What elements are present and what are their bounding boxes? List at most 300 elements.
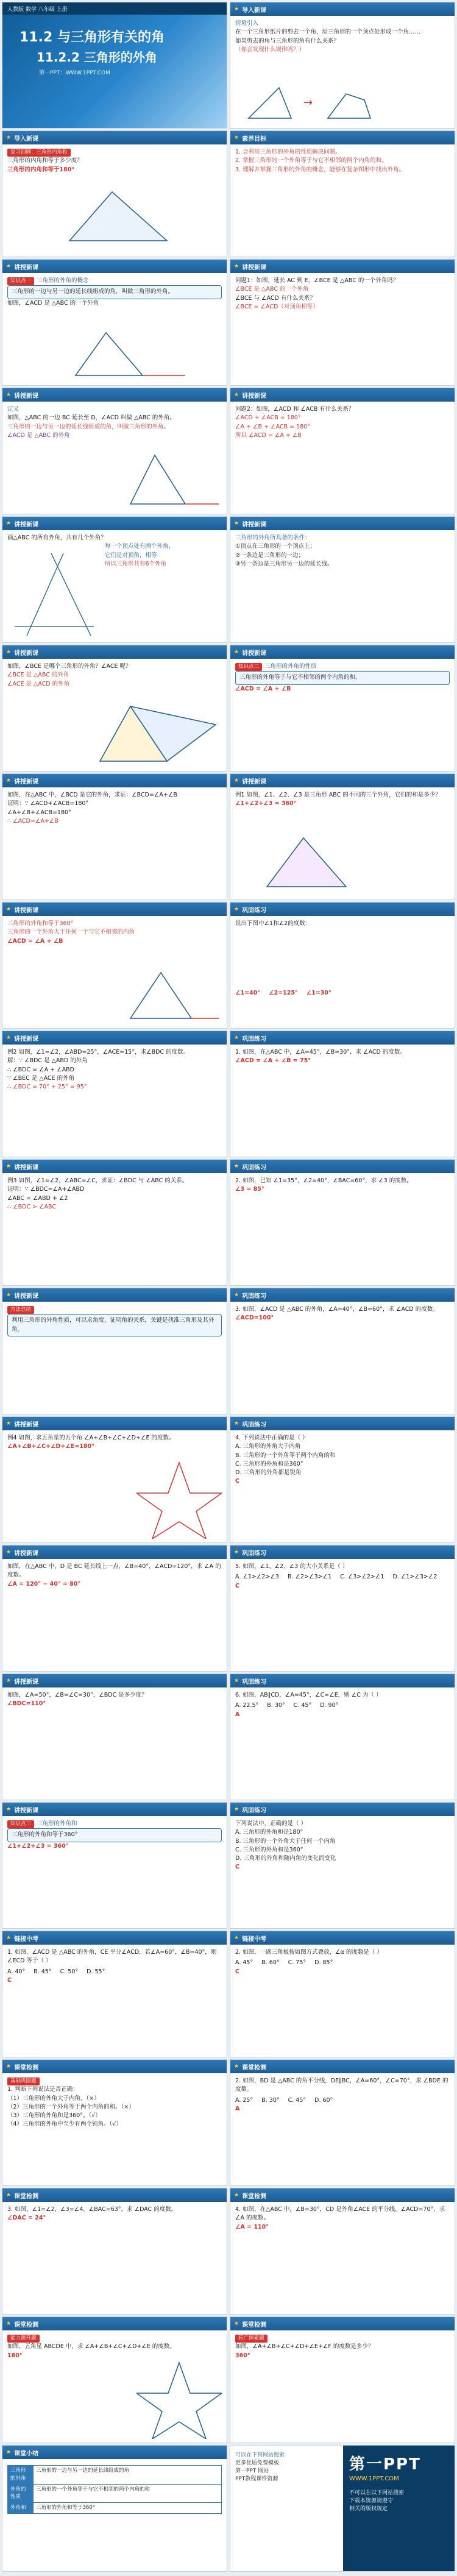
section-label: 课堂检测 [14,2064,39,2071]
slide-header [230,903,455,916]
slide-body [235,148,450,253]
option[interactable]: C. 50° [60,1968,79,1975]
slide-header [230,2317,455,2330]
text: 如果剪去的角与三角形的角有什么关系？ [235,37,340,44]
question: 3. 如图，∠1=∠2，∠3=∠4，∠BAC=63°，求 ∠DAC 的度数。 [7,2206,177,2213]
star-icon: ★ [234,6,239,12]
answer: C [235,1478,239,1485]
title: 三角形的外角的性质 [264,663,317,670]
slide-header [230,1545,455,1559]
summary-table [7,2465,222,2514]
concept-slide[interactable] [2,259,227,386]
practice2-slide[interactable] [230,1031,455,1157]
solution-step: ∴ ∠BDC = 70° + 25° = 95° [7,1084,87,1090]
goals-slide[interactable] [230,130,455,257]
triangle-figure [255,829,377,896]
question5-slide[interactable] [2,1545,227,1672]
star-icon: ★ [234,1935,239,1941]
option[interactable]: A. ∠1>∠2>∠3 [235,1574,279,1581]
question2-slide[interactable] [230,388,455,514]
cover-header: 人教版 数学 八年级 上册 [2,2,227,15]
svg-text:→: → [303,96,313,109]
option[interactable]: D. 60° [314,2096,333,2104]
cover-title: 11.2 与三角形有关的角 [19,30,165,45]
logo: 第一PPT [349,2455,421,2474]
footer-line: 更多优质免费模板 [235,2460,280,2466]
cover-slide[interactable] [2,2,227,129]
star-icon: ★ [6,1035,12,1041]
practice1-slide[interactable] [230,902,455,1029]
slide-body [235,1048,450,1153]
answer: 每一个顶点处有两个外角， [105,543,175,550]
section-label: 巩固练习 [242,1421,267,1428]
star-icon: ★ [6,2321,12,2327]
proof-step: ∠A+∠B+∠ACB=180° [7,809,71,816]
goal-item: 3. 理解并掌握三角形的外角的概念，能够在复杂图形中找出外角。 [235,166,405,173]
theorem-slide[interactable] [230,645,455,772]
star-slide[interactable] [2,1416,227,1543]
table-cell: 外角和 [8,2503,34,2514]
option[interactable]: C. 三角形的外角和是360° [235,1460,303,1467]
answer: ∠A = 110° [235,2223,269,2230]
exterior-sum-slide[interactable] [2,1802,227,1929]
star-icon: ★ [234,1549,239,1555]
section-label: 讲授新课 [14,907,39,914]
proof-step: ∴ ∠ACD=∠A+∠B [7,817,58,825]
option[interactable]: A. 三角形的外角大于内角 [235,1443,301,1450]
question: 4. 下列说法中正确的是（ ） [235,1435,308,1441]
intro-slide[interactable] [230,2,455,129]
section-label: 课堂检测 [14,2321,39,2329]
question: 画△ABC 的所有外角，共有几个外角？ [7,534,107,541]
six-exterior-angles-figure [9,547,100,639]
slide-header [230,1288,455,1302]
question: 5. 如图，∠1、∠2、∠3 的大小关系是（ ） [235,1563,349,1570]
slide-header [230,1803,455,1816]
table-row [8,2503,222,2514]
text: 在一个三角形纸片的剪去一个角，原三角形的一个顶点处形成一个角…… [235,29,421,36]
link2-slide[interactable] [230,1931,455,2057]
question6-slide[interactable] [2,1673,227,1800]
answer: ∠1+∠2+∠3 = 360° [235,800,297,807]
section-label: 巩固练习 [242,1807,267,1814]
slide-header [230,645,455,659]
which-triangle-slide[interactable] [2,645,227,772]
section-label: 讲授新课 [14,264,39,271]
star-icon: ★ [6,2192,12,2198]
badge: 复习回顾：三角形内角和 [7,149,71,157]
slide-body [7,791,222,896]
answer: 所以 ∠ACD = ∠A + ∠B [235,431,302,439]
property-slide[interactable] [2,902,227,1029]
question: 三角形的内角和等于多少度？ [7,157,83,165]
question: 2. 如图，BD 是 △ABC 的角平分线，DE∥BC，∠A=60°，∠C=70°，求 ∠BDE 的度数。 [235,2077,448,2093]
answer: C [235,1864,239,1871]
question: 例4 如图，求五角星的五个角 ∠A+∠B+∠C+∠D+∠E 的度数。 [7,1435,175,1441]
answer: 180° [7,2352,23,2359]
footer-line: PPT教程课件资源 [235,2476,278,2482]
slide-header [2,260,227,273]
question: 如图，∠A=50°，∠B=∠C=30°，∠BDC 是多少度？ [7,1692,147,1698]
question: 1. 如图，在△ABC 中，∠A=45°，∠B=30°，求 ∠ACD 的度数。 [235,1049,406,1056]
method-box: 利用三角形的外角性质，可以求角度、证明角的关系，关键是找准三角形及其外角。 [7,1314,222,1336]
question: 如图，∠A+∠B+∠C+∠D+∠E+∠F 的度数是多少？ [235,2343,374,2351]
check5-slide[interactable] [2,2316,227,2443]
answer: 360° [235,2352,250,2359]
footer-line: 下载本资源请遵守 [349,2498,394,2504]
star-icon: ★ [234,392,239,398]
slide-body [235,1563,450,1667]
answer: C [235,1582,239,1589]
title: 三角形的外角所具备的条件： [235,534,311,541]
answer: ∠BCE = ∠ACD（对顶角相等） [235,303,319,310]
answer: ∠1=40° [235,990,261,997]
table-cell: 三角形的一边与另一边的延长线组成的角 [34,2466,222,2485]
slide-header [2,517,227,530]
option[interactable]: B. 三角形的一个外角等于两个内角的和 [235,1452,336,1459]
proof-step: 证明：∵ ∠BDC=∠A+∠ABD [7,1186,85,1193]
solution-step: ∴ ∠BDC = ∠A + ∠ABD [7,1066,74,1073]
slide-header [230,2060,455,2073]
pentagram-figure [136,2360,222,2439]
exterior-angle-figure [69,327,191,381]
section-label: 讲授新课 [242,778,267,786]
check1-slide[interactable] [2,2059,227,2186]
option[interactable]: B. 60° [261,1959,280,1967]
star-icon: ★ [6,649,12,655]
star-icon: ★ [234,1163,239,1169]
answer: A [235,2105,240,2112]
question: 例3 如图，∠1=∠2，∠ABC=∠C，求证：∠BDC 与 ∠ABC 的关系。 [7,1177,188,1184]
formula: ∠ACD = ∠A + ∠B [235,685,291,692]
star-icon: ★ [234,1678,239,1684]
slide-body [235,2077,450,2182]
trait-item: ③另一条边是三角形另一边的延长线。 [235,560,333,567]
star-icon: ★ [6,263,12,269]
question: 下列说法中，正确的是（ ） [235,1820,307,1827]
star-icon: ★ [6,1549,12,1555]
question: 问题2：如图，∠ACD 和 ∠ACB 有什么关系？ [235,406,355,413]
section-label: 链接中考 [242,1936,267,1943]
slide-body [235,2205,450,2310]
review-slide[interactable] [2,130,227,257]
star-icon: ★ [234,2321,239,2327]
slide-header [2,388,227,402]
property-item: 三角形的一个外角大于任何一个与它不相邻的内角 [7,929,135,936]
answer: ∠A+∠B+∠C+∠D+∠E=180° [7,1443,94,1450]
answer: ∠BCE 是 △ABC 的外角 [7,672,69,679]
slide-header [230,774,455,787]
slide-header [2,2446,227,2459]
answer: ∠2=125° [269,990,298,997]
section-label: 讲授新课 [14,521,39,528]
slide-body [235,1948,450,2053]
slide-header [2,645,227,659]
footer-line: 相关的版权规定 [349,2506,388,2512]
badge: 基础巩固题 [7,2077,40,2085]
badge: 知识点一 [7,277,34,285]
slide-body [235,1305,450,1410]
slide-header [2,2188,227,2202]
star-icon: ★ [234,1292,239,1298]
slide-header [2,1545,227,1559]
example1-slide[interactable] [230,773,455,900]
note: 三角形的一边与另一边的延长线组成的角，叫做三角形的外角。 [7,423,170,430]
triangle-cut-figure [243,82,444,124]
goal-item: 1. 会利用三角形的外角的性质解决问题。 [235,149,341,155]
practice5-slide[interactable] [230,1416,455,1543]
slide-header [230,260,455,273]
option[interactable]: D. 三角形的外角都是锐角 [235,1469,302,1476]
star-icon: ★ [6,2063,12,2070]
option[interactable]: B. 三角形的一个外角大于任何一个内角 [235,1837,336,1845]
option[interactable]: A. 40° [7,1968,26,1975]
star-icon: ★ [6,906,12,912]
slide-header [230,1160,455,1173]
logo-tagline: WWW.1PPT.COM [349,2475,399,2482]
proof-slide[interactable] [2,773,227,900]
remark: ∠ACD 是 △ABC 的外角 [7,431,70,439]
slide-header [2,903,227,916]
count-slide[interactable] [2,516,227,643]
answer: 所以三角形共有6个外角 [105,560,167,567]
answer: ∠1=30° [306,990,331,997]
option[interactable]: D. 85° [314,1959,333,1967]
star-icon: ★ [6,1163,12,1169]
section-label: 巩固练习 [242,1678,267,1686]
section-label: 导入新课 [242,7,267,14]
option[interactable]: D. 三角形的外角和随内角的变化而变化 [235,1855,336,1862]
badge: 方法总结 [7,1306,34,1314]
traits-slide[interactable] [230,516,455,643]
slide-body [235,277,450,381]
question: 如图，∠BCE 是哪个三角形的外角？∠ACE 呢？ [7,663,132,670]
answer: A [235,1711,240,1718]
question1-slide[interactable] [230,259,455,386]
slide-body [235,920,450,1024]
theorem-box: 三角形的外角等于与它不相邻的两个内角的和。 [235,671,450,684]
section-label: 素养目标 [242,135,267,143]
triangle-figure [124,963,222,1024]
slide-body [235,405,450,510]
option[interactable]: C. ∠3>∠2>∠1 [340,1574,384,1581]
proof-step: ∠ABC = ∠ABD + ∠2 [7,1194,68,1202]
slide-header [230,1674,455,1687]
question: 1. 如图，∠ACD 是 △ABC 的外角，CE 平分∠ACD，若∠A=60°，∠B=40°，则 ∠ECD 等于（ ） [7,1949,217,1965]
slide-header [2,2317,227,2330]
cover-watermark: 第一PPT：WWW.1PPT.COM [39,70,110,76]
question: 问题1：如图，延长 AC 到 E，∠BCE 是 △ABC 的一个外角吗？ [235,277,399,284]
method-slide[interactable] [2,1288,227,1414]
option[interactable]: B. 30° [261,2096,280,2104]
slide-header [2,2060,227,2073]
footer-left-panel [230,2446,343,2571]
option[interactable]: C. 45° [293,1702,312,1709]
option[interactable]: C. 45° [288,2096,306,2104]
option[interactable]: C. 三角形的外角和是360° [235,1846,303,1853]
triangles-figure [94,700,222,767]
star-icon: ★ [6,392,12,398]
star-icon: ★ [234,649,239,655]
answer: ∠ACD=100° [235,1315,274,1322]
table-row [8,2466,222,2485]
section-label: 巩固练习 [242,1550,267,1557]
slide-header [2,1031,227,1045]
section-label: 课堂检测 [14,2193,39,2200]
link1-slide[interactable] [2,1931,227,2057]
title: 定义 [7,406,19,413]
section-label: 巩固练习 [242,907,267,914]
triangle-figure [63,186,173,247]
answer: ∠3 = 85° [235,1186,264,1193]
answer: ∠ACD = ∠A + ∠B = 75° [235,1057,311,1065]
practice7-slide[interactable] [230,1673,455,1800]
slide-body [7,1948,222,2053]
question: 6. 如图，AB∥CD，∠A=45°，∠C=∠E，则 ∠C 为（ ） [235,1692,382,1698]
section-label: 讲授新课 [14,1164,39,1171]
check-item: （2）三角形的一个外角等于两个内角的和。（×） [7,2103,135,2110]
star-icon: ★ [234,263,239,269]
star-icon: ★ [6,1678,12,1684]
slide-body [7,2205,222,2310]
answer: C [235,1968,239,1975]
question: ∠BCE 与 ∠ACD 有什么关系？ [235,294,316,302]
star-icon: ★ [234,778,239,784]
option[interactable]: D. ∠1>∠3>∠2 [392,1574,438,1581]
slide-body [7,2463,222,2567]
answer: 它们是对顶角，相等 [105,552,157,559]
star-icon: ★ [6,1421,12,1427]
slide-body [235,534,450,639]
answer: ∠BDC=110° [7,1700,46,1708]
check-item: （4）三角形的外角中至少有两个钝角。（√） [7,2121,122,2128]
definition-slide[interactable] [2,388,227,514]
option[interactable]: D. 55° [87,1968,105,1975]
property-item: 三角形的外角和等于360° [7,920,74,927]
answer: C [7,1976,12,1984]
check3-slide[interactable] [2,2188,227,2315]
badge: 能力提升题 [7,2335,40,2343]
slide-header [2,1160,227,1173]
option[interactable]: A. 45° [235,1959,253,1967]
check-item: （3）三角形的外角和是360°。（√） [7,2112,101,2119]
slide-header [2,1674,227,1687]
section-label: 讲授新课 [14,392,39,400]
section-label: 讲授新课 [14,1421,39,1428]
check-item: 1. 判断下列说法是否正确： [7,2086,79,2093]
slide-header [2,131,227,144]
slide-body [235,1434,450,1539]
slide-header [230,388,455,402]
slide-body [7,1305,222,1410]
slide-body [235,1177,450,1282]
star-icon: ★ [234,1421,239,1427]
badge: 知识点二 [235,663,262,671]
option[interactable]: C. 75° [288,1959,306,1967]
title: 三角形的外角和 [37,1820,77,1827]
option[interactable]: A. 22.5° [235,1702,259,1709]
star-icon: ★ [6,1292,12,1298]
summary-slide[interactable] [2,2445,227,2572]
question: 2. 如图，一副三角板按如图方式叠放，∠α 的度数是（ ） [235,1949,383,1956]
example3-slide[interactable] [2,1159,227,1286]
section-label: 讲授新课 [242,392,267,400]
question: 如图，在△ABC 中，D 是 BC 延长线上一点，∠B=40°，∠ACD=120°，求 ∠A 的度数。 [7,1563,221,1579]
slide-body [235,1691,450,1796]
exterior-angle-figure [124,449,222,510]
formula: ∠ACD = ∠A + ∠B [7,937,63,945]
section-label: 讲授新课 [14,1293,39,1300]
section-label: 讲授新课 [14,1807,39,1814]
slide-header [230,1031,455,1045]
star-icon: ★ [6,1935,12,1941]
practice8-slide[interactable] [230,1802,455,1929]
option[interactable]: B. 45° [34,1968,52,1975]
slide-header [2,1288,227,1302]
star-icon: ★ [234,1806,239,1812]
question: 说出下图中∠1和∠2的度数： [235,920,311,927]
check4-slide[interactable] [230,2188,455,2315]
section-label: 课堂检测 [242,2321,267,2329]
question: 如图，五角星 ABCDE 中，求 ∠A+∠B+∠C+∠D+∠E 的度数。 [7,2343,175,2351]
table-cell: 外角的性质 [8,2484,34,2503]
answer: ∠ACD + ∠ACB = 180° [235,414,301,422]
section-label: 链接中考 [14,1936,39,1943]
answer: ∠A + ∠B + ∠ACB = 180° [235,423,310,430]
table-row [8,2484,222,2503]
example2-slide[interactable] [2,1031,227,1157]
star-icon: ★ [234,906,239,912]
slide-header [2,774,227,787]
section-label: 讲授新课 [242,650,267,657]
slide-body [7,2077,222,2182]
section-label: 讲授新课 [14,778,39,786]
slide-header [230,517,455,530]
option[interactable]: B. ∠2>∠3>∠1 [287,1574,332,1581]
star-icon: ★ [234,1035,239,1041]
option[interactable]: D. 90° [320,1702,339,1709]
answer: ∠A = 120° − 40° = 80° [7,1580,81,1588]
badge: 知识点三 [7,1820,34,1828]
check6-slide[interactable] [230,2316,455,2443]
slide-body [7,1563,222,1667]
check2-slide[interactable] [230,2059,455,2186]
subtitle: 情境引入 [235,20,259,27]
slide-body [7,1820,222,1925]
pentagram-figure [136,1460,222,1539]
practice6-slide[interactable] [230,1545,455,1672]
slide-body [7,1691,222,1796]
question: （你会发现什么规律吗？） [235,46,305,53]
answer: 三角形的内角和等于180° [7,166,75,173]
practice4-slide[interactable] [230,1288,455,1414]
option[interactable]: A. 三角形的外角和是180° [235,1829,303,1836]
section-label: 课堂检测 [242,2064,267,2071]
section-label: 导入新课 [14,135,39,143]
text: 如图，△ABC 的一边 BC 延长至 D，∠ACD 叫做 △ABC 的外角。 [7,414,175,422]
option[interactable]: A. 25° [235,2096,253,2104]
option[interactable]: B. 30° [267,1702,285,1709]
proof-step: ∴ ∠BDC > ∠ABC [7,1203,57,1210]
slide-header [230,2188,455,2202]
badge: 拓广探索题 [235,2335,267,2343]
practice3-slide[interactable] [230,1159,455,1286]
section-label: 讲授新课 [14,650,39,657]
footer-slide[interactable] [230,2445,455,2572]
goal-item: 2. 掌握三角形的一个外角等于与它不相邻的两个内角的和。 [235,157,388,165]
section-label: 讲授新课 [242,521,267,528]
slide-header [230,1931,455,1945]
